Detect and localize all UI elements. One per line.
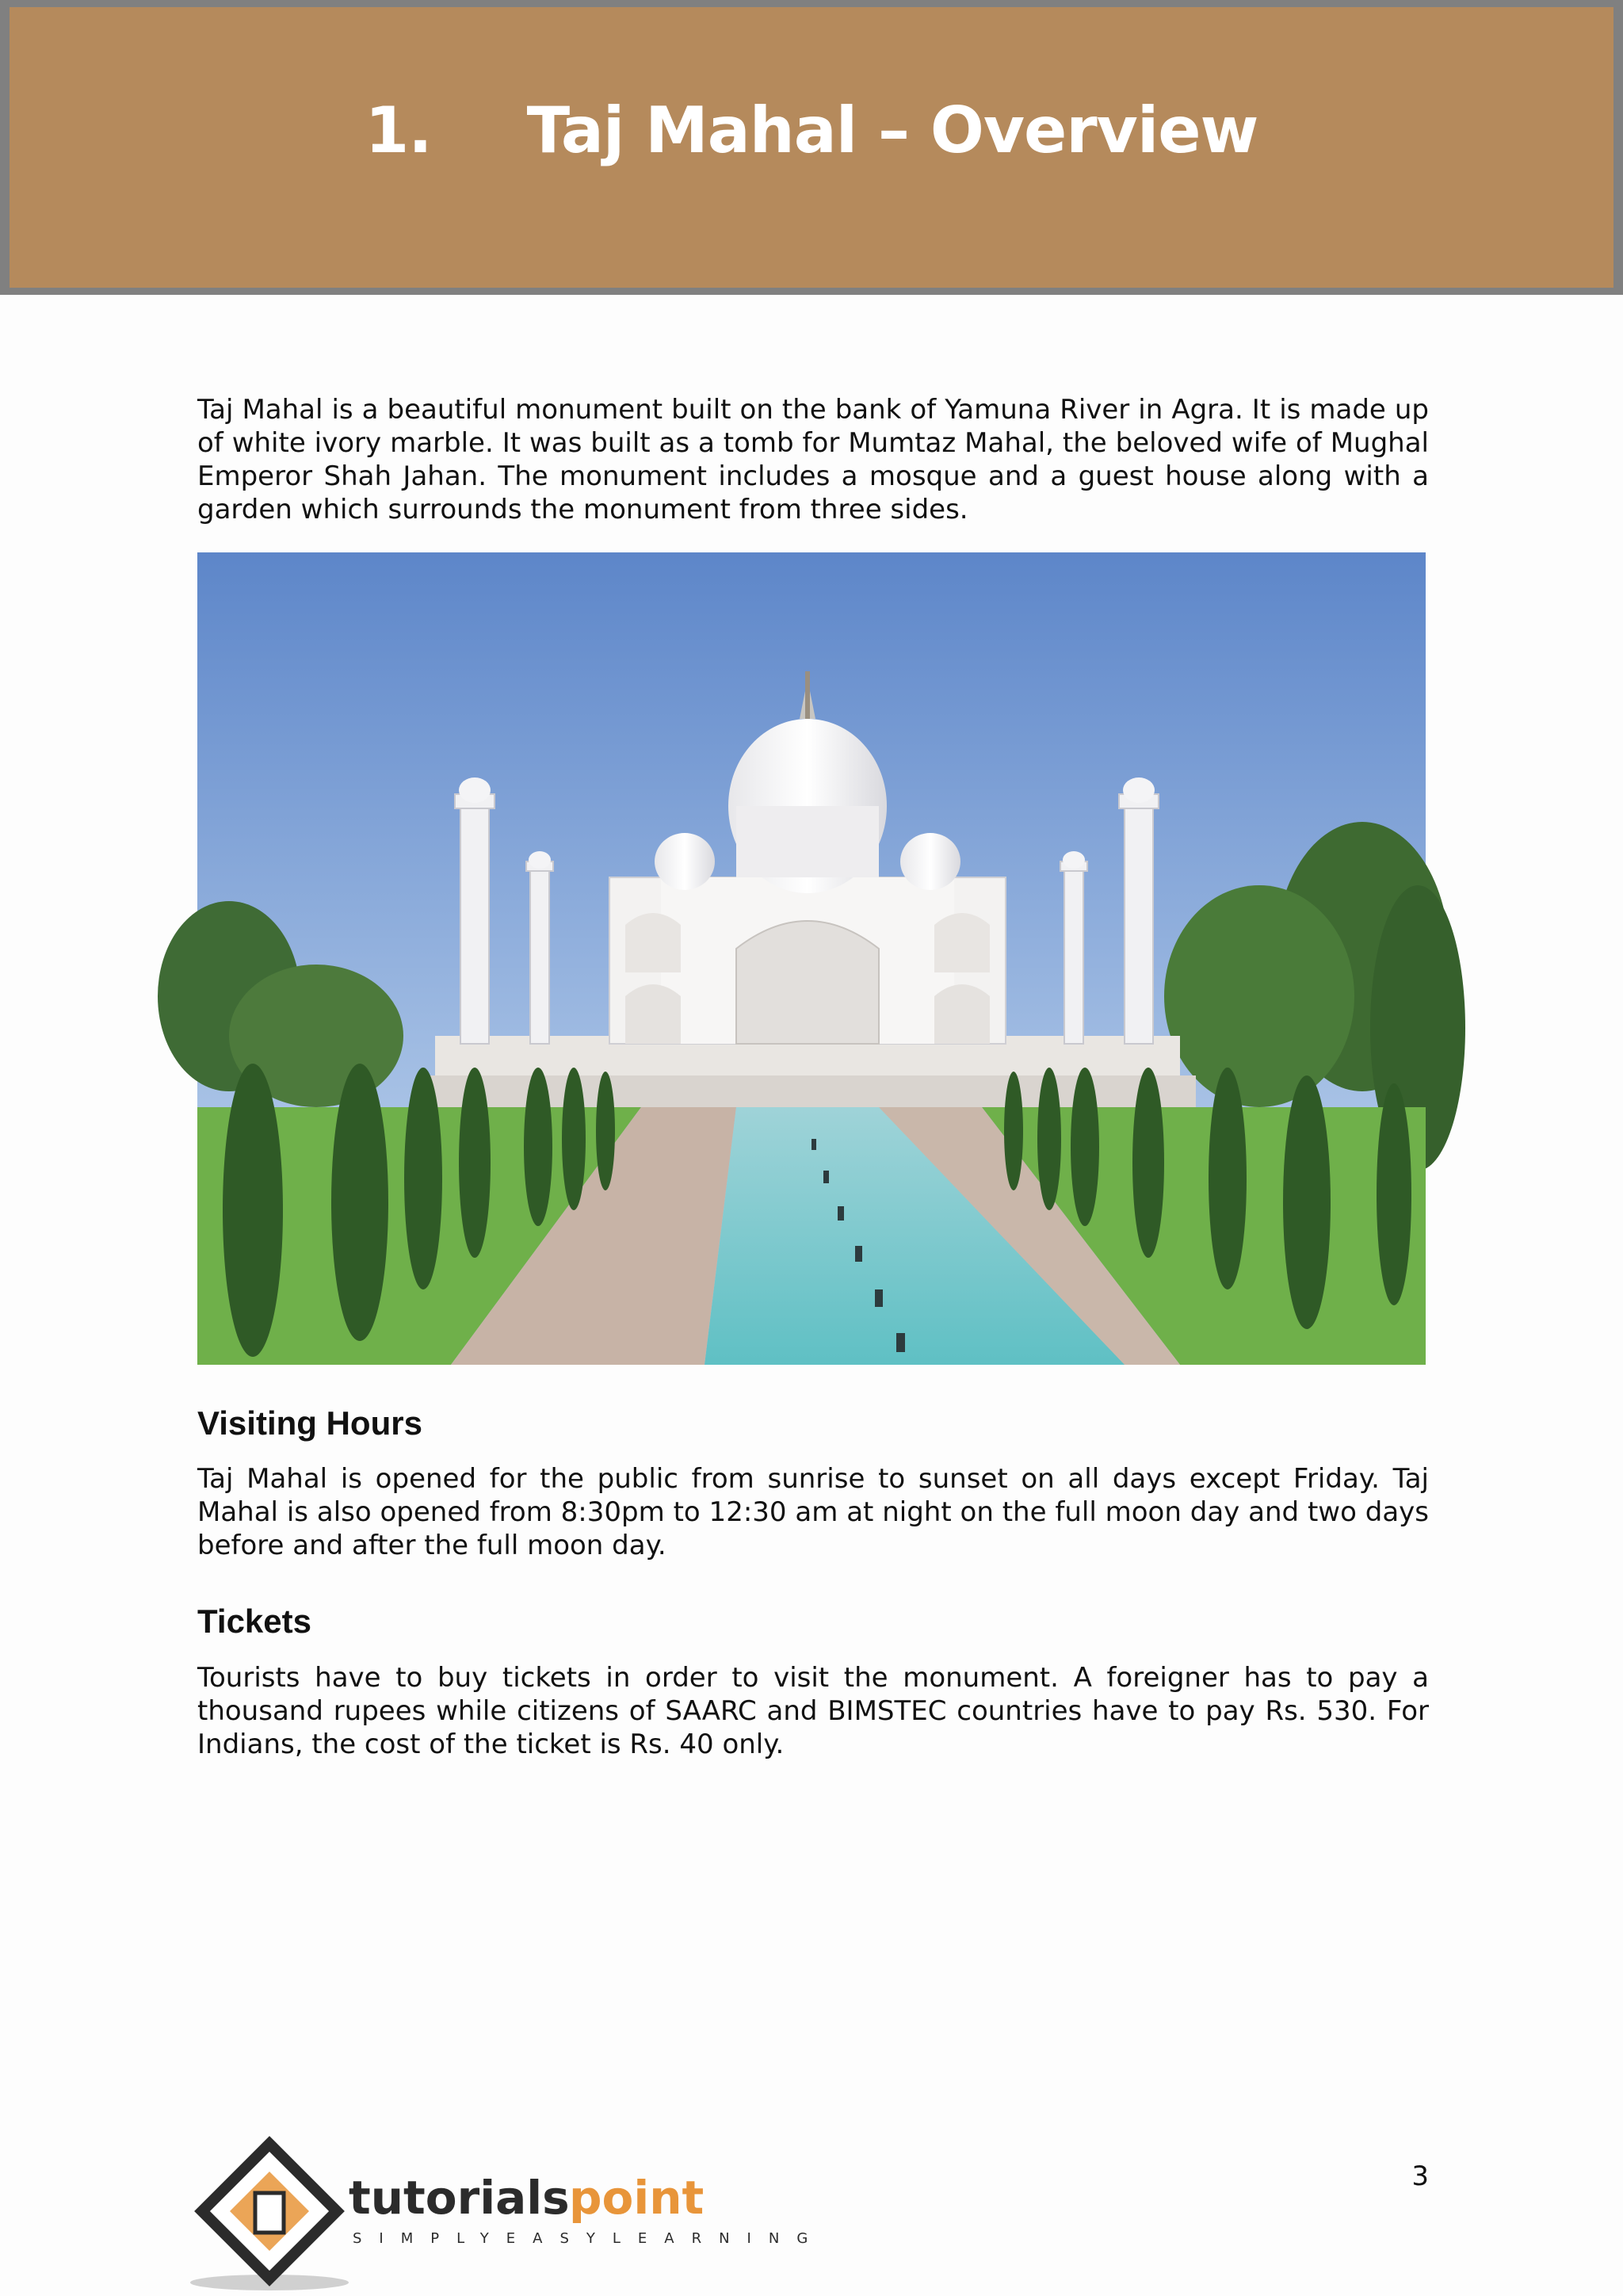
tickets-heading: Tickets (197, 1603, 311, 1640)
svg-text:point: point (569, 2171, 705, 2225)
chapter-title-text: Taj Mahal – Overview (526, 94, 1258, 167)
chapter-title (0, 94, 1623, 167)
visiting-hours-paragraph: Taj Mahal is opened for the public from sunrise to sunset on all days except Friday. Taj Mahal is also opened from 8:30pm to 12:30 am at night on the full moon day and two days before and after the full moon day. (197, 1463, 1429, 1561)
tickets-paragraph: Tourists have to buy tickets in order to visit the monument. A foreigner has to pay a thousand rupees while citizens of SAARC and BIMSTEC countries have to pay Rs. 530. For Indians, the cost of the ticket is Rs. 40 only. (197, 1662, 1429, 1760)
chapter-number: 1. (365, 94, 432, 167)
visiting-hours-heading: Visiting Hours (197, 1404, 422, 1442)
svg-text:SIMPLYEASYLEARNING: SIMPLYEASYLEARNING (353, 2230, 826, 2247)
page-number: 3 (1411, 2160, 1429, 2192)
svg-text:tutorials: tutorials (349, 2171, 570, 2225)
taj-mahal-photo (197, 552, 1426, 1365)
intro-paragraph: Taj Mahal is a beautiful monument built on the bank of Yamuna River in Agra. It is made up of white ivory marble. It was built as a tomb for Mumtaz Mahal, the beloved wife of Mughal Emperor Shah Jahan. The monument includes a mosque and a guest house along with a garden which surrounds the monument from three sides. (197, 394, 1429, 525)
tutorialspoint-logo (190, 2136, 826, 2294)
